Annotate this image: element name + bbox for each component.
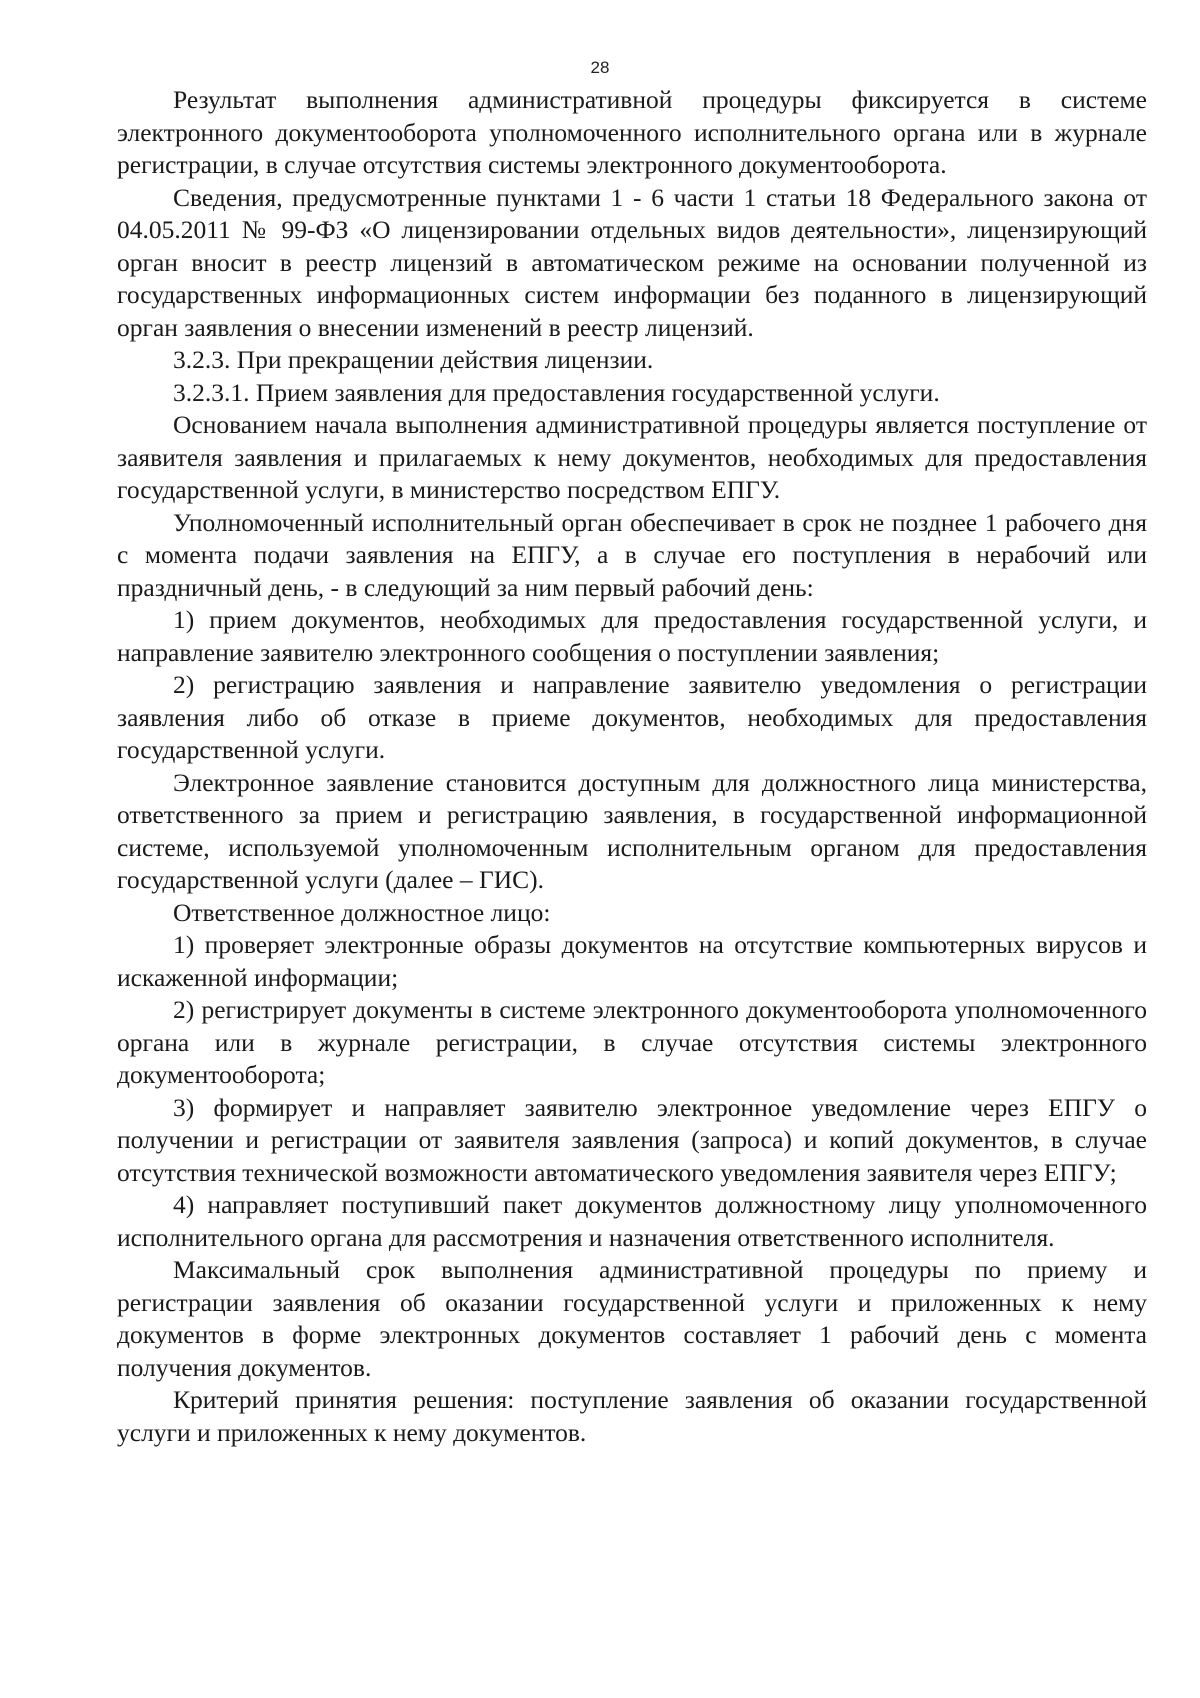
paragraph-result-recording: Результат выполнения административной процедуры фиксируется в системе электронного документооборота уполномоченного исполнительного органа или в журнале регистрации, в случае отсутствия системы электронного документооборота. xyxy=(117,85,1147,179)
paragraph-electronic-application: Электронное заявление становится доступным для должностного лица министерства, ответственного за прием и регистрацию заявления, в государственной информационной системе, используемой уполномоченным исполнительным органом для предоставления государственной услуги (далее – ГИС). xyxy=(117,767,1147,894)
document-body xyxy=(117,84,1147,1449)
list-item-1-reception: 1) прием документов, необходимых для предоставления государственной услуги, и направление заявителю электронного сообщения о поступлении заявления; xyxy=(117,605,1147,667)
paragraph-authority-obligations: Уполномоченный исполнительный орган обеспечивает в срок не позднее 1 рабочего дня с момента подачи заявления на ЕПГУ, а в случае его поступления в нерабочий или праздничный день, - в следующий за ним первый рабочий день: xyxy=(117,507,1147,602)
paragraph-responsible-official: Ответственное должностное лицо: xyxy=(173,897,551,927)
paragraph-procedure-basis: Основанием начала выполнения административной процедуры является поступление от заявителя заявления и прилагаемых к нему документов, необходимых для предоставления государственной услуги, в министерство посредством ЕПГУ. xyxy=(117,410,1147,504)
list-item-2-register-documents: 2) регистрирует документы в системе электронного документооборота уполномоченного органа или в журнале регистрации, в случае отсутствия системы электронного документооборота; xyxy=(117,995,1147,1089)
paragraph-decision-criterion: Критерий принятия решения: поступление заявления об оказании государственной услуги и приложенных к нему документов. xyxy=(117,1385,1147,1447)
list-item-3-notify-applicant: 3) формирует и направляет заявителю электронное уведомление через ЕПГУ о получении и регистрации от заявителя заявления (запроса) и копий документов, в случае отсутствия технической возможности автоматического уведомления заявителя через ЕПГУ; xyxy=(117,1092,1147,1187)
section-heading-3-2-3: 3.2.3. При прекращении действия лицензии. xyxy=(173,345,654,374)
section-heading-3-2-3-1: 3.2.3.1. Прием заявления для предоставления государственной услуги. xyxy=(173,377,940,407)
list-item-4-forward-package: 4) направляет поступивший пакет документов должностному лицу уполномоченного исполнительного органа для рассмотрения и назначения ответственного исполнителя. xyxy=(117,1190,1147,1252)
paragraph-maximum-term: Максимальный срок выполнения административной процедуры по приему и регистрации заявления об оказании государственной услуги и приложенных к нему документов в форме электронных документов составляет 1 рабочий день с момента получения документов. xyxy=(117,1255,1147,1382)
list-item-2-registration: 2) регистрацию заявления и направление заявителю уведомления о регистрации заявления либо об отказе в приеме документов, необходимых для предоставления государственной услуги. xyxy=(117,670,1147,764)
page-number: 28 xyxy=(590,58,610,77)
list-item-1-virus-check: 1) проверяет электронные образы документов на отсутствие компьютерных вирусов и искаженной информации; xyxy=(117,930,1147,992)
paragraph-license-registry-info: Сведения, предусмотренные пунктами 1 - 6 части 1 статьи 18 Федерального закона от 04.05.2011 № 99-ФЗ «О лицензировании отдельных видов деятельности», лицензирующий орган вносит в реестр лицензий в автоматическом режиме на основании полученной из государственных информационных систем информации без поданного в лицензирующий орган заявления о внесении изменений в реестр лицензий. xyxy=(117,182,1147,342)
